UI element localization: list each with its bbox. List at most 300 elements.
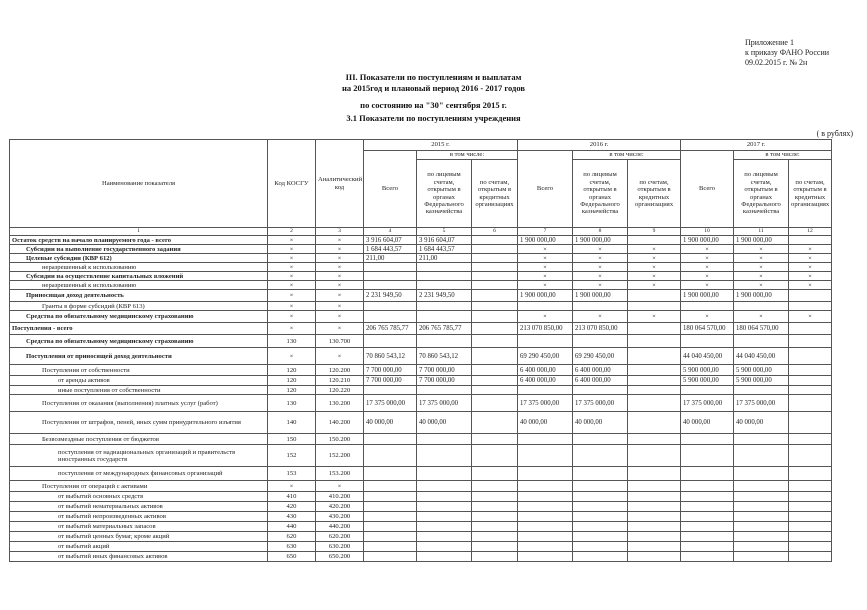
amount-cell: ×: [681, 311, 734, 323]
amount-cell: [789, 386, 832, 395]
amount-cell: [472, 434, 518, 445]
amount-cell: ×: [628, 263, 681, 272]
amount-cell: [628, 395, 681, 412]
amount-cell: 206 765 785,77: [364, 323, 417, 335]
amount-cell: [364, 281, 417, 290]
amount-cell: [628, 335, 681, 348]
amount-cell: [472, 263, 518, 272]
amount-cell: [628, 365, 681, 376]
table-row: [10, 302, 832, 311]
column-number: 8: [573, 228, 628, 236]
header-2016-cr: по счетам, открытым в кредитных организациях: [628, 160, 681, 228]
table-row: [10, 512, 832, 522]
row-label: от выбытий ценных бумаг, кроме акций: [10, 532, 268, 542]
amount-cell: [472, 302, 518, 311]
amount-cell: ×: [681, 263, 734, 272]
row-label: Средства по обязательному медицинскому страхованию: [10, 311, 268, 323]
amount-cell: [573, 302, 628, 311]
table-row: [10, 445, 832, 467]
amount-cell: [417, 522, 472, 532]
table-row: [10, 281, 832, 290]
amount-cell: [789, 522, 832, 532]
kosgu-cell: 630: [268, 542, 316, 552]
table-row: [10, 335, 832, 348]
amount-cell: 2 231 949,50: [417, 290, 472, 302]
amount-cell: [417, 335, 472, 348]
amount-cell: [628, 512, 681, 522]
amount-cell: [364, 272, 417, 281]
amount-cell: [364, 532, 417, 542]
column-number: 2: [268, 228, 316, 236]
amount-cell: [573, 335, 628, 348]
amount-cell: [472, 445, 518, 467]
amount-cell: [734, 492, 789, 502]
kosgu-cell: ×: [268, 348, 316, 365]
amount-cell: 40 000,00: [518, 412, 573, 434]
table-row: [10, 365, 832, 376]
amount-cell: 5 900 000,00: [681, 365, 734, 376]
header-2017-incl: в том числе:: [734, 151, 832, 160]
amount-cell: [789, 302, 832, 311]
analytic-code-cell: ×: [316, 290, 364, 302]
kosgu-cell: ×: [268, 281, 316, 290]
amount-cell: [789, 492, 832, 502]
table-row: [10, 434, 832, 445]
header-year-2017: 2017 г.: [681, 140, 832, 151]
amount-cell: [734, 467, 789, 481]
amount-cell: ×: [628, 245, 681, 254]
row-label: от выбытий акций: [10, 542, 268, 552]
amount-cell: [628, 348, 681, 365]
column-number: 6: [472, 228, 518, 236]
kosgu-cell: 120: [268, 365, 316, 376]
amount-cell: [472, 348, 518, 365]
analytic-code-cell: 440.200: [316, 522, 364, 532]
amount-cell: ×: [518, 245, 573, 254]
receipts-table: [9, 139, 832, 562]
amount-cell: [417, 302, 472, 311]
kosgu-cell: 440: [268, 522, 316, 532]
row-label: Поступления - всего: [10, 323, 268, 335]
amount-cell: [364, 335, 417, 348]
row-label: Поступления от оказания (выполнения) платных услуг (работ): [10, 395, 268, 412]
analytic-code-cell: ×: [316, 311, 364, 323]
column-number: 7: [518, 228, 573, 236]
amount-cell: [472, 552, 518, 562]
amount-cell: 7 700 000,00: [417, 365, 472, 376]
appendix-line-2: к приказу ФАНО России: [745, 48, 830, 57]
amount-cell: [789, 542, 832, 552]
amount-cell: [518, 542, 573, 552]
row-label: Приносящая доход деятельность: [10, 290, 268, 302]
row-label: Субсидии на осуществление капитальных вложений: [10, 272, 268, 281]
amount-cell: [472, 272, 518, 281]
kosgu-cell: ×: [268, 245, 316, 254]
amount-cell: [518, 434, 573, 445]
amount-cell: 1 900 000,00: [681, 236, 734, 245]
kosgu-cell: 430: [268, 512, 316, 522]
amount-cell: [472, 365, 518, 376]
amount-cell: [518, 502, 573, 512]
amount-cell: [417, 481, 472, 492]
kosgu-cell: ×: [268, 311, 316, 323]
amount-cell: [573, 445, 628, 467]
header-name: Наименование показателя: [10, 140, 268, 228]
amount-cell: 213 070 850,00: [518, 323, 573, 335]
amount-cell: [681, 386, 734, 395]
amount-cell: 40 000,00: [681, 412, 734, 434]
amount-cell: [789, 467, 832, 481]
amount-cell: [734, 434, 789, 445]
amount-cell: [364, 492, 417, 502]
kosgu-cell: 420: [268, 502, 316, 512]
amount-cell: ×: [573, 311, 628, 323]
title-line-4: 3.1 Показатели по поступлениям учреждения: [346, 113, 521, 123]
kosgu-cell: ×: [268, 302, 316, 311]
row-label: от выбытий нематериальных активов: [10, 502, 268, 512]
table-row: [10, 386, 832, 395]
amount-cell: ×: [573, 245, 628, 254]
amount-cell: 17 375 000,00: [734, 395, 789, 412]
amount-cell: 40 000,00: [364, 412, 417, 434]
row-label: от выбытий непроизведенных активов: [10, 512, 268, 522]
amount-cell: 6 400 000,00: [518, 376, 573, 386]
amount-cell: [573, 542, 628, 552]
row-label: Гранты в форме субсидий (КВР 613): [10, 302, 268, 311]
amount-cell: ×: [518, 311, 573, 323]
table-row: [10, 236, 832, 245]
amount-cell: [573, 552, 628, 562]
amount-cell: ×: [789, 254, 832, 263]
amount-cell: 1 900 000,00: [518, 290, 573, 302]
amount-cell: ×: [789, 311, 832, 323]
amount-cell: 17 375 000,00: [417, 395, 472, 412]
amount-cell: [417, 311, 472, 323]
amount-cell: 6 400 000,00: [573, 365, 628, 376]
amount-cell: [628, 386, 681, 395]
amount-cell: ×: [518, 272, 573, 281]
amount-cell: 17 375 000,00: [518, 395, 573, 412]
amount-cell: 5 900 000,00: [681, 376, 734, 386]
amount-cell: 40 000,00: [734, 412, 789, 434]
table-row: [10, 348, 832, 365]
amount-cell: [573, 386, 628, 395]
amount-cell: [472, 512, 518, 522]
amount-cell: [472, 542, 518, 552]
analytic-code-cell: 650.200: [316, 552, 364, 562]
amount-cell: [364, 512, 417, 522]
row-label: Остаток средств на начало планируемого года - всего: [10, 236, 268, 245]
title-line-1: III. Показатели по поступлениям и выплатам: [345, 72, 522, 82]
header-2015-ls: по лицевым счетам, открытым в органах Федерального казначейства: [417, 160, 472, 228]
header-2016-incl: в том числе:: [573, 151, 681, 160]
amount-cell: [364, 522, 417, 532]
amount-cell: 5 900 000,00: [734, 365, 789, 376]
amount-cell: 1 900 000,00: [573, 290, 628, 302]
amount-cell: ×: [628, 272, 681, 281]
analytic-code-cell: 130.700: [316, 335, 364, 348]
amount-cell: [681, 532, 734, 542]
amount-cell: [789, 434, 832, 445]
kosgu-cell: 130: [268, 395, 316, 412]
column-number: 4: [364, 228, 417, 236]
amount-cell: [364, 311, 417, 323]
amount-cell: [417, 467, 472, 481]
amount-cell: [364, 386, 417, 395]
row-label: Поступления от операций с активами: [10, 481, 268, 492]
analytic-code-cell: 120.210: [316, 376, 364, 386]
amount-cell: 69 290 450,00: [573, 348, 628, 365]
amount-cell: 44 040 450,00: [734, 348, 789, 365]
amount-cell: ×: [734, 311, 789, 323]
amount-cell: [364, 263, 417, 272]
amount-cell: ×: [681, 281, 734, 290]
units-label: ( в рублях): [816, 129, 853, 138]
header-2017-total: Всего: [681, 151, 734, 228]
kosgu-cell: 120: [268, 376, 316, 386]
kosgu-cell: 410: [268, 492, 316, 502]
analytic-code-cell: 630.200: [316, 542, 364, 552]
amount-cell: [628, 445, 681, 467]
kosgu-cell: 120: [268, 386, 316, 395]
row-label: от выбытий основных средств: [10, 492, 268, 502]
amount-cell: [681, 492, 734, 502]
header-2015-total: Всего: [364, 151, 417, 228]
column-number: 10: [681, 228, 734, 236]
amount-cell: ×: [734, 254, 789, 263]
kosgu-cell: 140: [268, 412, 316, 434]
amount-cell: ×: [518, 254, 573, 263]
amount-cell: [681, 522, 734, 532]
amount-cell: ×: [734, 245, 789, 254]
amount-cell: 2 231 949,50: [364, 290, 417, 302]
amount-cell: [734, 386, 789, 395]
amount-cell: 6 400 000,00: [518, 365, 573, 376]
amount-cell: 1 900 000,00: [573, 236, 628, 245]
column-number: 5: [417, 228, 472, 236]
amount-cell: [417, 263, 472, 272]
appendix-note: [745, 38, 829, 68]
amount-cell: 211,00: [417, 254, 472, 263]
amount-cell: [472, 323, 518, 335]
amount-cell: [472, 481, 518, 492]
amount-cell: 44 040 450,00: [681, 348, 734, 365]
column-number: 9: [628, 228, 681, 236]
table-row: [10, 492, 832, 502]
amount-cell: [734, 445, 789, 467]
row-label: Поступления от штрафов, пеней, иных сумм принудительного изъятия: [10, 412, 268, 434]
amount-cell: 17 375 000,00: [681, 395, 734, 412]
amount-cell: [789, 348, 832, 365]
amount-cell: [789, 445, 832, 467]
analytic-code-cell: ×: [316, 236, 364, 245]
table-row: [10, 532, 832, 542]
amount-cell: [518, 386, 573, 395]
amount-cell: [417, 532, 472, 542]
amount-cell: [628, 236, 681, 245]
amount-cell: [518, 492, 573, 502]
kosgu-cell: 650: [268, 552, 316, 562]
analytic-code-cell: ×: [316, 254, 364, 263]
row-label: неразрешенный к использованию: [10, 281, 268, 290]
column-number: 1: [10, 228, 268, 236]
amount-cell: 180 064 570,00: [734, 323, 789, 335]
analytic-code-cell: 140.200: [316, 412, 364, 434]
amount-cell: [417, 281, 472, 290]
appendix-line-3: 09.02.2015 г. № 2н: [745, 58, 808, 67]
amount-cell: ×: [628, 311, 681, 323]
analytic-code-cell: 130.200: [316, 395, 364, 412]
amount-cell: [518, 445, 573, 467]
amount-cell: [628, 323, 681, 335]
analytic-code-cell: 153.200: [316, 467, 364, 481]
table-row: [10, 395, 832, 412]
amount-cell: [734, 481, 789, 492]
amount-cell: [472, 311, 518, 323]
analytic-code-cell: ×: [316, 302, 364, 311]
amount-cell: [472, 376, 518, 386]
amount-cell: 40 000,00: [573, 412, 628, 434]
amount-cell: [681, 467, 734, 481]
amount-cell: [628, 492, 681, 502]
kosgu-cell: ×: [268, 481, 316, 492]
analytic-code-cell: 120.220: [316, 386, 364, 395]
table-row: [10, 481, 832, 492]
amount-cell: [628, 532, 681, 542]
analytic-code-cell: 430.200: [316, 512, 364, 522]
analytic-code-cell: ×: [316, 272, 364, 281]
amount-cell: [364, 434, 417, 445]
row-label: неразрешенный к использованию: [10, 263, 268, 272]
amount-cell: ×: [628, 254, 681, 263]
amount-cell: [789, 376, 832, 386]
amount-cell: [681, 445, 734, 467]
amount-cell: ×: [681, 245, 734, 254]
header-year-2015: 2015 г.: [364, 140, 518, 151]
amount-cell: ×: [681, 254, 734, 263]
amount-cell: ×: [518, 281, 573, 290]
amount-cell: [734, 532, 789, 542]
amount-cell: 5 900 000,00: [734, 376, 789, 386]
amount-cell: 6 400 000,00: [573, 376, 628, 386]
amount-cell: [628, 434, 681, 445]
amount-cell: [734, 502, 789, 512]
header-2015-incl: в том числе:: [417, 151, 518, 160]
amount-cell: [472, 502, 518, 512]
column-number: 12: [789, 228, 832, 236]
amount-cell: [417, 272, 472, 281]
amount-cell: [681, 335, 734, 348]
amount-cell: [472, 245, 518, 254]
amount-cell: 7 700 000,00: [364, 376, 417, 386]
amount-cell: [681, 512, 734, 522]
amount-cell: [628, 467, 681, 481]
analytic-code-cell: ×: [316, 263, 364, 272]
amount-cell: ×: [573, 254, 628, 263]
table-row: [10, 552, 832, 562]
amount-cell: [417, 512, 472, 522]
amount-cell: [628, 481, 681, 492]
kosgu-cell: ×: [268, 323, 316, 335]
table-row: [10, 502, 832, 512]
amount-cell: [472, 467, 518, 481]
amount-cell: [472, 522, 518, 532]
amount-cell: ×: [789, 263, 832, 272]
table-row: [10, 254, 832, 263]
amount-cell: [518, 335, 573, 348]
amount-cell: [628, 412, 681, 434]
kosgu-cell: 130: [268, 335, 316, 348]
title-line-2: на 2015год и плановый период 2016 - 2017 годов: [342, 83, 525, 93]
amount-cell: 17 375 000,00: [364, 395, 417, 412]
amount-cell: [472, 290, 518, 302]
amount-cell: [573, 481, 628, 492]
amount-cell: [518, 522, 573, 532]
amount-cell: ×: [789, 281, 832, 290]
amount-cell: [417, 445, 472, 467]
header-2016-total: Всего: [518, 151, 573, 228]
amount-cell: [417, 386, 472, 395]
column-number: 3: [316, 228, 364, 236]
amount-cell: 1 900 000,00: [734, 290, 789, 302]
column-number: 11: [734, 228, 789, 236]
row-label: Безвозмездные поступления от бюджетов: [10, 434, 268, 445]
analytic-code-cell: ×: [316, 481, 364, 492]
analytic-code-cell: 150.200: [316, 434, 364, 445]
header-analytic-code: Аналитический код: [316, 140, 364, 228]
amount-cell: 70 860 543,12: [364, 348, 417, 365]
amount-cell: [364, 302, 417, 311]
amount-cell: [681, 502, 734, 512]
amount-cell: [518, 302, 573, 311]
table-row: [10, 412, 832, 434]
amount-cell: [417, 434, 472, 445]
table-row: [10, 522, 832, 532]
amount-cell: [518, 467, 573, 481]
amount-cell: [734, 542, 789, 552]
amount-cell: 180 064 570,00: [681, 323, 734, 335]
amount-cell: [472, 335, 518, 348]
amount-cell: [789, 395, 832, 412]
amount-cell: [518, 532, 573, 542]
amount-cell: 211,00: [364, 254, 417, 263]
analytic-code-cell: ×: [316, 245, 364, 254]
kosgu-cell: ×: [268, 263, 316, 272]
amount-cell: [417, 492, 472, 502]
amount-cell: [734, 512, 789, 522]
amount-cell: [364, 481, 417, 492]
header-year-2016: 2016 г.: [518, 140, 681, 151]
amount-cell: 1 900 000,00: [518, 236, 573, 245]
amount-cell: [518, 481, 573, 492]
header-2017-cr: по счетам, открытым в кредитных организациях: [789, 160, 832, 228]
amount-cell: 69 290 450,00: [518, 348, 573, 365]
amount-cell: 7 700 000,00: [364, 365, 417, 376]
amount-cell: ×: [518, 263, 573, 272]
amount-cell: [573, 512, 628, 522]
analytic-code-cell: 410.200: [316, 492, 364, 502]
amount-cell: [364, 502, 417, 512]
amount-cell: [734, 522, 789, 532]
table-row: [10, 542, 832, 552]
amount-cell: [364, 467, 417, 481]
amount-cell: 1 684 443,57: [364, 245, 417, 254]
amount-cell: ×: [734, 272, 789, 281]
amount-cell: [364, 445, 417, 467]
amount-cell: 213 070 850,00: [573, 323, 628, 335]
column-number-row: [10, 228, 832, 236]
amount-cell: ×: [628, 281, 681, 290]
